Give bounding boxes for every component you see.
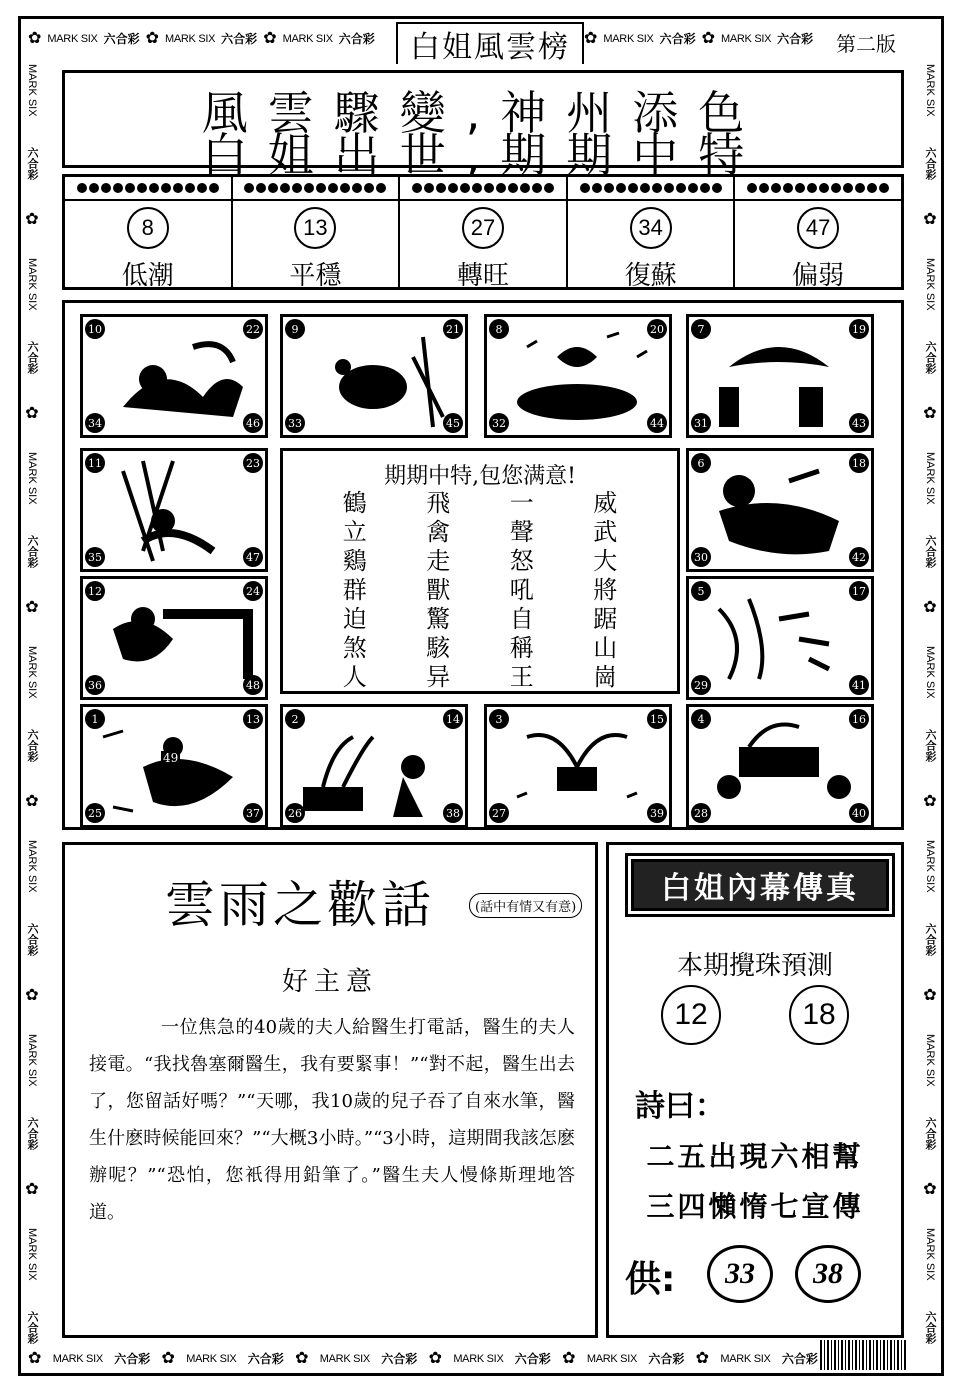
tile-number: 15 xyxy=(647,709,667,729)
flower-icon: ✿ xyxy=(428,1349,442,1367)
watermark: MARK SIX xyxy=(26,1227,38,1281)
watermark: MARK SIX xyxy=(720,1352,771,1365)
watermark: MARK SIX xyxy=(924,839,936,893)
tile-number: 38 xyxy=(443,803,463,823)
tile-number: 46 xyxy=(243,413,263,433)
flower-icon: ✿ xyxy=(701,29,715,47)
zodiac-illustration xyxy=(689,317,871,435)
edition-label: 第二版 xyxy=(836,32,896,56)
tile-number: 41 xyxy=(849,675,869,695)
prediction-number: 47 xyxy=(797,207,839,249)
zodiac-tile xyxy=(80,704,268,828)
poem-character: 聲 xyxy=(509,518,534,546)
watermark-cn: 六合彩 xyxy=(26,1116,38,1150)
story-heading: 好主意 xyxy=(281,967,378,997)
watermark-cn: 六合彩 xyxy=(221,32,258,46)
watermark-cn: 六合彩 xyxy=(924,923,936,957)
tile-number: 25 xyxy=(85,803,105,823)
zodiac-tile xyxy=(280,704,468,828)
zodiac-illustration xyxy=(83,317,265,435)
watermark: MARK SIX xyxy=(26,839,38,893)
flower-icon: ✿ xyxy=(25,984,39,1004)
flower-icon: ✿ xyxy=(25,403,39,423)
prediction-cell xyxy=(735,177,901,291)
zodiac-tile xyxy=(484,704,672,828)
zodiac-tile xyxy=(686,704,874,828)
prediction-number: 34 xyxy=(630,207,672,249)
watermark: MARK SIX xyxy=(603,32,654,45)
watermark-cn: 六合彩 xyxy=(103,32,140,46)
zodiac-illustration xyxy=(83,579,265,697)
zodiac-tile xyxy=(484,314,672,438)
tile-number: 12 xyxy=(85,581,105,601)
watermark: MARK SIX xyxy=(26,257,38,311)
prediction-cell xyxy=(65,177,233,291)
poem-character: 鷄 xyxy=(342,547,367,575)
tile-number: 4 xyxy=(691,709,711,729)
tile-number: 5 xyxy=(691,581,711,601)
poem-character: 禽 xyxy=(426,518,451,546)
offer-label: 供: xyxy=(625,1259,676,1300)
watermark-cn: 六合彩 xyxy=(26,729,38,763)
watermark: MARK SIX xyxy=(721,32,772,45)
poem-grid xyxy=(313,489,647,692)
tile-number: 48 xyxy=(243,675,263,695)
watermark: MARK SIX xyxy=(47,32,98,45)
flower-icon: ✿ xyxy=(25,1178,39,1198)
flower-icon: ✿ xyxy=(28,29,42,47)
tile-number: 19 xyxy=(849,319,869,339)
poem-box xyxy=(280,448,680,694)
watermark-cn: 六合彩 xyxy=(26,535,38,569)
watermark-cn: 六合彩 xyxy=(114,1352,151,1366)
page-title: 白姐風雲榜 xyxy=(396,22,584,64)
watermark-cn: 六合彩 xyxy=(26,923,38,957)
prediction-label: 平穩 xyxy=(289,261,342,291)
poem-character: 怒 xyxy=(509,547,534,575)
flower-icon: ✿ xyxy=(28,1349,42,1367)
tile-number: 6 xyxy=(691,453,711,473)
slogan-line-1: 風雲驟變,神州添色 xyxy=(201,86,765,140)
tile-extra-number: 49 xyxy=(163,751,179,765)
tile-number: 42 xyxy=(849,547,869,567)
tile-number: 45 xyxy=(443,413,463,433)
tile-number: 35 xyxy=(85,547,105,567)
poem-character: 威 xyxy=(593,489,618,517)
tile-number: 10 xyxy=(85,319,105,339)
poem-character: 吼 xyxy=(509,576,534,604)
tile-number: 33 xyxy=(285,413,305,433)
flower-icon: ✿ xyxy=(923,1178,937,1198)
poem-character: 崗 xyxy=(593,663,618,691)
left-border xyxy=(22,64,42,1344)
tile-number: 29 xyxy=(691,675,711,695)
insider-box xyxy=(606,842,904,1338)
watermark-cn: 六合彩 xyxy=(924,1116,936,1150)
watermark-cn: 六合彩 xyxy=(26,1310,38,1344)
prediction-label: 復蘇 xyxy=(624,261,677,291)
ball-row xyxy=(65,177,231,201)
poem-character: 將 xyxy=(593,576,618,604)
watermark-cn: 六合彩 xyxy=(26,341,38,375)
zodiac-tile xyxy=(280,314,468,438)
prediction-cell xyxy=(568,177,736,291)
watermark: MARK SIX xyxy=(26,64,38,117)
poem-character: 駭 xyxy=(426,634,451,662)
tile-number: 22 xyxy=(243,319,263,339)
zodiac-tile xyxy=(80,314,268,438)
watermark-cn: 六合彩 xyxy=(247,1352,284,1366)
tile-number: 27 xyxy=(489,803,509,823)
poem-character: 大 xyxy=(593,547,618,575)
watermark-cn: 六合彩 xyxy=(514,1352,551,1366)
top-border-right xyxy=(584,30,824,47)
tile-number: 47 xyxy=(243,547,263,567)
tile-number: 21 xyxy=(443,319,463,339)
flower-icon: ✿ xyxy=(25,596,39,616)
watermark: MARK SIX xyxy=(924,645,936,699)
watermark: MARK SIX xyxy=(165,32,216,45)
poem-character: 立 xyxy=(342,518,367,546)
tile-number: 30 xyxy=(691,547,711,567)
flower-icon: ✿ xyxy=(923,984,937,1004)
draw-number: 18 xyxy=(789,985,849,1045)
watermark: MARK SIX xyxy=(26,451,38,505)
prediction-number: 13 xyxy=(294,207,336,249)
tile-number: 23 xyxy=(243,453,263,473)
flower-icon: ✿ xyxy=(923,209,937,229)
flower-icon: ✿ xyxy=(145,29,159,47)
zodiac-illustration xyxy=(283,707,465,825)
ball-row xyxy=(568,177,734,201)
poem-character: 踞 xyxy=(593,605,618,633)
prediction-label: 偏弱 xyxy=(792,261,845,291)
zodiac-illustration xyxy=(83,451,265,569)
flower-icon: ✿ xyxy=(562,1349,576,1367)
ball-row xyxy=(400,177,566,201)
poem-character: 獸 xyxy=(426,576,451,604)
zodiac-illustration xyxy=(689,707,871,825)
flower-icon: ✿ xyxy=(695,1349,710,1367)
poem-character: 武 xyxy=(593,518,618,546)
watermark: MARK SIX xyxy=(586,1352,638,1365)
prediction-label: 低潮 xyxy=(121,261,174,291)
right-border xyxy=(920,64,940,1344)
tile-number: 3 xyxy=(489,709,509,729)
prediction-number: 8 xyxy=(127,207,169,249)
watermark: MARK SIX xyxy=(924,1227,936,1281)
tile-number: 39 xyxy=(647,803,667,823)
watermark: MARK SIX xyxy=(186,1352,237,1365)
draw-number: 12 xyxy=(661,985,721,1045)
flower-icon: ✿ xyxy=(25,209,39,229)
poem-character: 自 xyxy=(509,605,534,633)
watermark-cn: 六合彩 xyxy=(648,1352,685,1366)
watermark-cn: 六合彩 xyxy=(924,729,936,763)
watermark: MARK SIX xyxy=(453,1352,504,1365)
tile-number: 43 xyxy=(849,413,869,433)
tile-number: 1 xyxy=(85,709,105,729)
prediction-label: 轉旺 xyxy=(456,261,509,291)
story-subtitle: (話中有情又有意) xyxy=(469,893,582,918)
poem-character: 鶴 xyxy=(342,489,367,517)
poem-character: 异 xyxy=(426,663,451,691)
tile-number: 9 xyxy=(285,319,305,339)
watermark: MARK SIX xyxy=(924,451,936,505)
flower-icon: ✿ xyxy=(584,29,598,47)
story-body: 一位焦急的40歲的夫人給醫生打電話，醫生的夫人接電。“我找魯塞爾醫生，我有要緊事！”“對不起，醫生出去了，您留話好嗎？”“天哪，我10歲的兒子吞了自來水筆，醫生什麽時候能回來？”“大概3小時。”“3小時，這期間我該怎麽辦呢？”“恐怕，您衹得用鉛筆了。”醫生夫人慢條斯理地答道。 xyxy=(89,1017,575,1223)
flower-icon: ✿ xyxy=(923,790,937,810)
watermark-cn: 六合彩 xyxy=(781,1352,818,1366)
tile-number: 8 xyxy=(489,319,509,339)
watermark: MARK SIX xyxy=(924,64,936,117)
prediction-table xyxy=(62,174,904,290)
tile-number: 28 xyxy=(691,803,711,823)
poem-character: 一 xyxy=(509,489,534,517)
watermark: MARK SIX xyxy=(319,1352,370,1365)
draw-prediction-label: 本期攪珠預測 xyxy=(676,951,833,981)
prediction-number: 27 xyxy=(462,207,504,249)
poem-character: 群 xyxy=(342,576,367,604)
watermark: MARK SIX xyxy=(26,645,38,699)
tile-number: 37 xyxy=(243,803,263,823)
poem-character: 走 xyxy=(426,547,451,575)
zodiac-tile xyxy=(686,576,874,700)
zodiac-illustration xyxy=(689,579,871,697)
flower-icon: ✿ xyxy=(923,596,937,616)
story-title: 雲雨之歡話 xyxy=(165,876,435,934)
verse-line: 二五出現六相幫 xyxy=(646,1140,864,1173)
ball-row xyxy=(735,177,901,201)
tile-number: 34 xyxy=(85,413,105,433)
watermark-cn: 六合彩 xyxy=(924,341,936,375)
tile-number: 31 xyxy=(691,413,711,433)
poem-character: 迫 xyxy=(342,605,367,633)
top-border xyxy=(28,30,388,47)
verse-label: 詩曰： xyxy=(635,1089,725,1124)
verse-line: 三四懶惰七宣傳 xyxy=(646,1190,864,1223)
zodiac-illustration xyxy=(83,707,265,825)
slogan-box xyxy=(62,70,904,182)
flower-icon: ✿ xyxy=(263,29,277,47)
zodiac-tile xyxy=(80,576,268,700)
tile-number: 16 xyxy=(849,709,869,729)
zodiac-illustration xyxy=(487,707,669,825)
poem-character: 王 xyxy=(509,663,534,691)
barcode xyxy=(820,1340,908,1370)
tile-number: 40 xyxy=(849,803,869,823)
ball-row xyxy=(233,177,399,201)
tile-number: 2 xyxy=(285,709,305,729)
watermark-cn: 六合彩 xyxy=(26,147,38,181)
tile-number: 24 xyxy=(243,581,263,601)
tile-number: 44 xyxy=(647,413,667,433)
watermark: MARK SIX xyxy=(282,32,333,45)
flower-icon: ✿ xyxy=(923,403,937,423)
zodiac-illustration xyxy=(689,451,871,569)
tile-number: 32 xyxy=(489,413,509,433)
poem-character: 驚 xyxy=(426,605,451,633)
zodiac-tile xyxy=(80,448,268,572)
watermark-cn: 六合彩 xyxy=(924,535,936,569)
poem-character: 煞 xyxy=(342,634,367,662)
tile-number: 13 xyxy=(243,709,263,729)
insider-banner: 白姐內幕傳真 xyxy=(631,859,889,911)
poem-character: 飛 xyxy=(426,489,451,517)
watermark: MARK SIX xyxy=(924,1033,936,1087)
watermark: MARK SIX xyxy=(924,257,936,311)
poem-character: 山 xyxy=(593,634,618,662)
offer-number: 33 xyxy=(707,1245,773,1303)
prediction-cell xyxy=(400,177,568,291)
tile-number: 14 xyxy=(443,709,463,729)
flower-icon: ✿ xyxy=(295,1349,309,1367)
watermark: MARK SIX xyxy=(26,1033,38,1087)
zodiac-tile xyxy=(686,314,874,438)
tile-number: 17 xyxy=(849,581,869,601)
tile-number: 7 xyxy=(691,319,711,339)
story-box xyxy=(62,842,598,1338)
flower-icon: ✿ xyxy=(25,790,39,810)
tile-number: 26 xyxy=(285,803,305,823)
watermark-cn: 六合彩 xyxy=(338,32,375,46)
slogan-line-2: 白姐出世,期期中特 xyxy=(201,128,765,182)
tile-number: 20 xyxy=(647,319,667,339)
offer-number: 38 xyxy=(795,1245,861,1303)
zodiac-tile xyxy=(686,448,874,572)
zodiac-illustration xyxy=(283,317,465,435)
watermark-cn: 六合彩 xyxy=(924,147,936,181)
prediction-cell xyxy=(233,177,401,291)
flower-icon: ✿ xyxy=(161,1349,175,1367)
tile-number: 11 xyxy=(85,453,105,473)
watermark-cn: 六合彩 xyxy=(924,1310,936,1344)
tile-number: 18 xyxy=(849,453,869,473)
bottom-border xyxy=(28,1350,818,1367)
zodiac-illustration xyxy=(487,317,669,435)
watermark-cn: 六合彩 xyxy=(381,1352,418,1366)
poem-character: 稱 xyxy=(509,634,534,662)
watermark: MARK SIX xyxy=(52,1352,103,1365)
tile-number: 36 xyxy=(85,675,105,695)
watermark-cn: 六合彩 xyxy=(777,32,814,46)
poem-title: 期期中特,包您满意! xyxy=(384,464,576,489)
watermark-cn: 六合彩 xyxy=(659,32,696,46)
poem-character: 人 xyxy=(342,663,367,691)
